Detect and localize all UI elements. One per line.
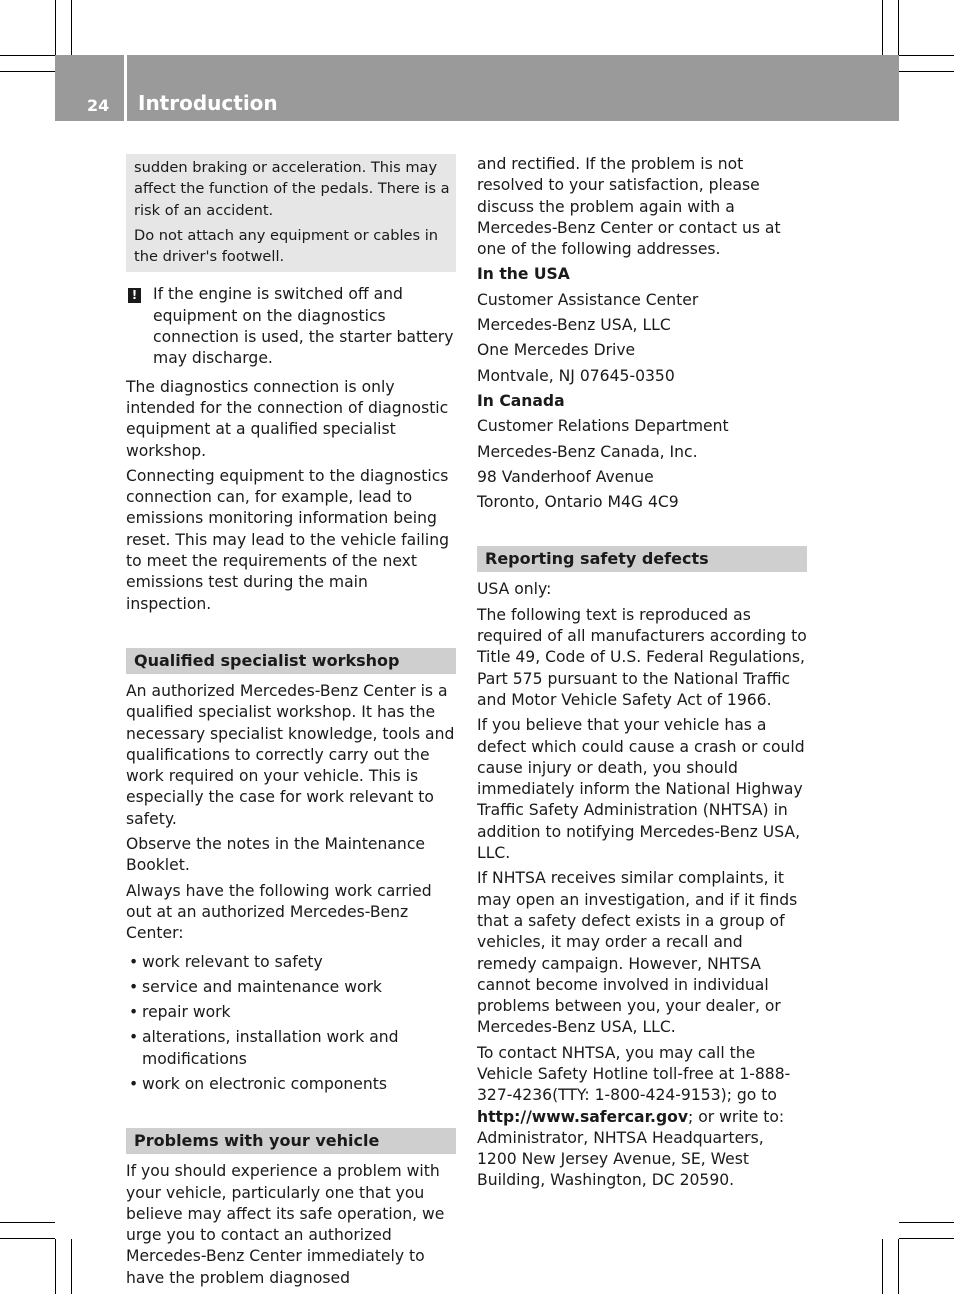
crop-mark xyxy=(899,55,954,56)
list-item-text: work on electronic components xyxy=(142,1074,387,1093)
address-line: One Mercedes Drive xyxy=(477,341,636,360)
paragraph: Always have the following work carried out at an authorized Mercedes-Benz Center: xyxy=(126,881,432,943)
crop-mark xyxy=(71,0,72,55)
bullet-icon: • xyxy=(129,1028,139,1047)
notice-text: If the engine is switched off and equipment on the diagnostics connection is used, the starter battery may discharge. xyxy=(153,285,454,368)
bullet-icon: • xyxy=(129,1003,139,1022)
list-item xyxy=(126,1027,456,1070)
address-line: Mercedes-Benz Canada, Inc. xyxy=(477,442,698,461)
warning-text: Do not attach any equipment or cables in the driver's footwell. xyxy=(134,226,439,266)
crop-mark xyxy=(0,55,55,56)
paragraph: If you should experience a problem with your vehicle, particularly one that you believe may affect its safe operation, we urge you to contact an authorized Mercedes-Benz Center immediately to have the problem diagnosed xyxy=(126,1162,445,1287)
section-title: Introduction xyxy=(138,91,278,115)
crop-mark xyxy=(882,0,883,55)
list-item-text: alterations, installation work and modifications xyxy=(142,1028,399,1068)
crop-mark xyxy=(899,71,954,72)
paragraph: An authorized Mercedes-Benz Center is a qualified specialist workshop. It has the necessary specialist knowledge, tools and qualifications to correctly carry out the work required on your vehicle. This is especially the case for work relevant to safety. xyxy=(126,681,455,828)
crop-mark xyxy=(882,1239,883,1294)
contact-text: To contact NHTSA, you may call the Vehicle Safety Hotline toll-free at 1-888-327-4236(TTY: 1-800-424-9153); go to xyxy=(477,1043,791,1105)
notice-block xyxy=(126,284,456,369)
paragraph: USA only: xyxy=(477,580,552,599)
paragraph: The diagnostics connection is only intended for the connection of diagnostic equipment at a qualified specialist workshop. xyxy=(126,377,449,460)
section-heading-safety-defects: Reporting safety defects xyxy=(477,546,807,572)
address-line: Customer Relations Department xyxy=(477,417,729,436)
list-item xyxy=(126,977,456,998)
paragraph: If NHTSA receives similar complaints, it may open an investigation, and if it finds that a safety defect exists in a group of vehicles, it may order a recall and remedy campaign. However, NHTSA cannot become involved in individual problems between you, your dealer, or Mercedes-Benz USA, LLC. xyxy=(477,869,798,1037)
crop-mark xyxy=(0,1238,55,1239)
exclamation-icon: ! xyxy=(128,288,141,303)
warning-box xyxy=(126,154,456,272)
list-item xyxy=(126,1074,456,1095)
subheading-canada: In Canada xyxy=(477,391,565,410)
paragraph: If you believe that your vehicle has a defect which could cause a crash or could cause injury or death, you should immediately inform the National Highway Traffic Safety Administration (NHTSA) in addition to notifying Mercedes-Benz USA, LLC. xyxy=(477,716,805,863)
page-number: 24 xyxy=(87,96,110,115)
section-heading-problems: Problems with your vehicle xyxy=(126,1128,456,1154)
crop-mark xyxy=(71,1239,72,1294)
paragraph: Observe the notes in the Maintenance Booklet. xyxy=(126,835,425,875)
contact-text: ; or write to: Administrator, NHTSA Headquarters, 1200 New Jersey Avenue, SE, West Building, Washington, DC 20590. xyxy=(477,1107,785,1190)
crop-mark xyxy=(0,71,55,72)
bullet-icon: • xyxy=(129,977,139,996)
bullet-icon: • xyxy=(129,1074,139,1093)
address-line: Customer Assistance Center xyxy=(477,290,699,309)
warning-text: sudden braking or acceleration. This may affect the function of the pedals. There is a risk of an accident. xyxy=(134,159,450,219)
crop-mark xyxy=(55,0,56,55)
crop-mark xyxy=(898,0,899,55)
subheading-usa: In the USA xyxy=(477,265,570,284)
paragraph: Connecting equipment to the diagnostics connection can, for example, lead to emissions monitoring information being reset. This may lead to the vehicle failing to meet the requirements of the next emissions test during the main inspection. xyxy=(126,466,449,613)
list-item xyxy=(126,952,456,973)
paragraph-contact xyxy=(477,1043,807,1192)
paragraph: The following text is reproduced as required of all manufacturers according to Title 49, Code of U.S. Federal Regulations, Part 575 pursuant to the National Traffic and Motor Vehicle Safety Act of 1966. xyxy=(477,605,807,709)
right-column xyxy=(477,154,807,1196)
crop-mark xyxy=(898,1239,899,1294)
bullet-icon: • xyxy=(129,952,139,971)
address-line: Mercedes-Benz USA, LLC xyxy=(477,316,671,335)
list-item-text: work relevant to safety xyxy=(142,952,323,971)
address-line: 98 Vanderhoof Avenue xyxy=(477,467,654,486)
address-line: Montvale, NJ 07645-0350 xyxy=(477,366,675,385)
list-item xyxy=(126,1002,456,1023)
crop-mark xyxy=(0,1222,55,1223)
paragraph: and rectified. If the problem is not resolved to your satisfaction, please discuss the problem again with a Mercedes-Benz Center or contact us at one of the following addresses. xyxy=(477,155,781,259)
header-divider xyxy=(124,55,127,121)
left-column xyxy=(126,154,456,1293)
address-line: Toronto, Ontario M4G 4C9 xyxy=(477,493,679,512)
list-item-text: repair work xyxy=(142,1003,231,1022)
nhtsa-link[interactable]: http://www.safercar.gov xyxy=(477,1107,688,1126)
work-list xyxy=(126,952,456,1096)
crop-mark xyxy=(899,1222,954,1223)
section-heading-qualified-workshop: Qualified specialist workshop xyxy=(126,648,456,674)
list-item-text: service and maintenance work xyxy=(142,977,382,996)
crop-mark xyxy=(55,1239,56,1294)
crop-mark xyxy=(899,1238,954,1239)
